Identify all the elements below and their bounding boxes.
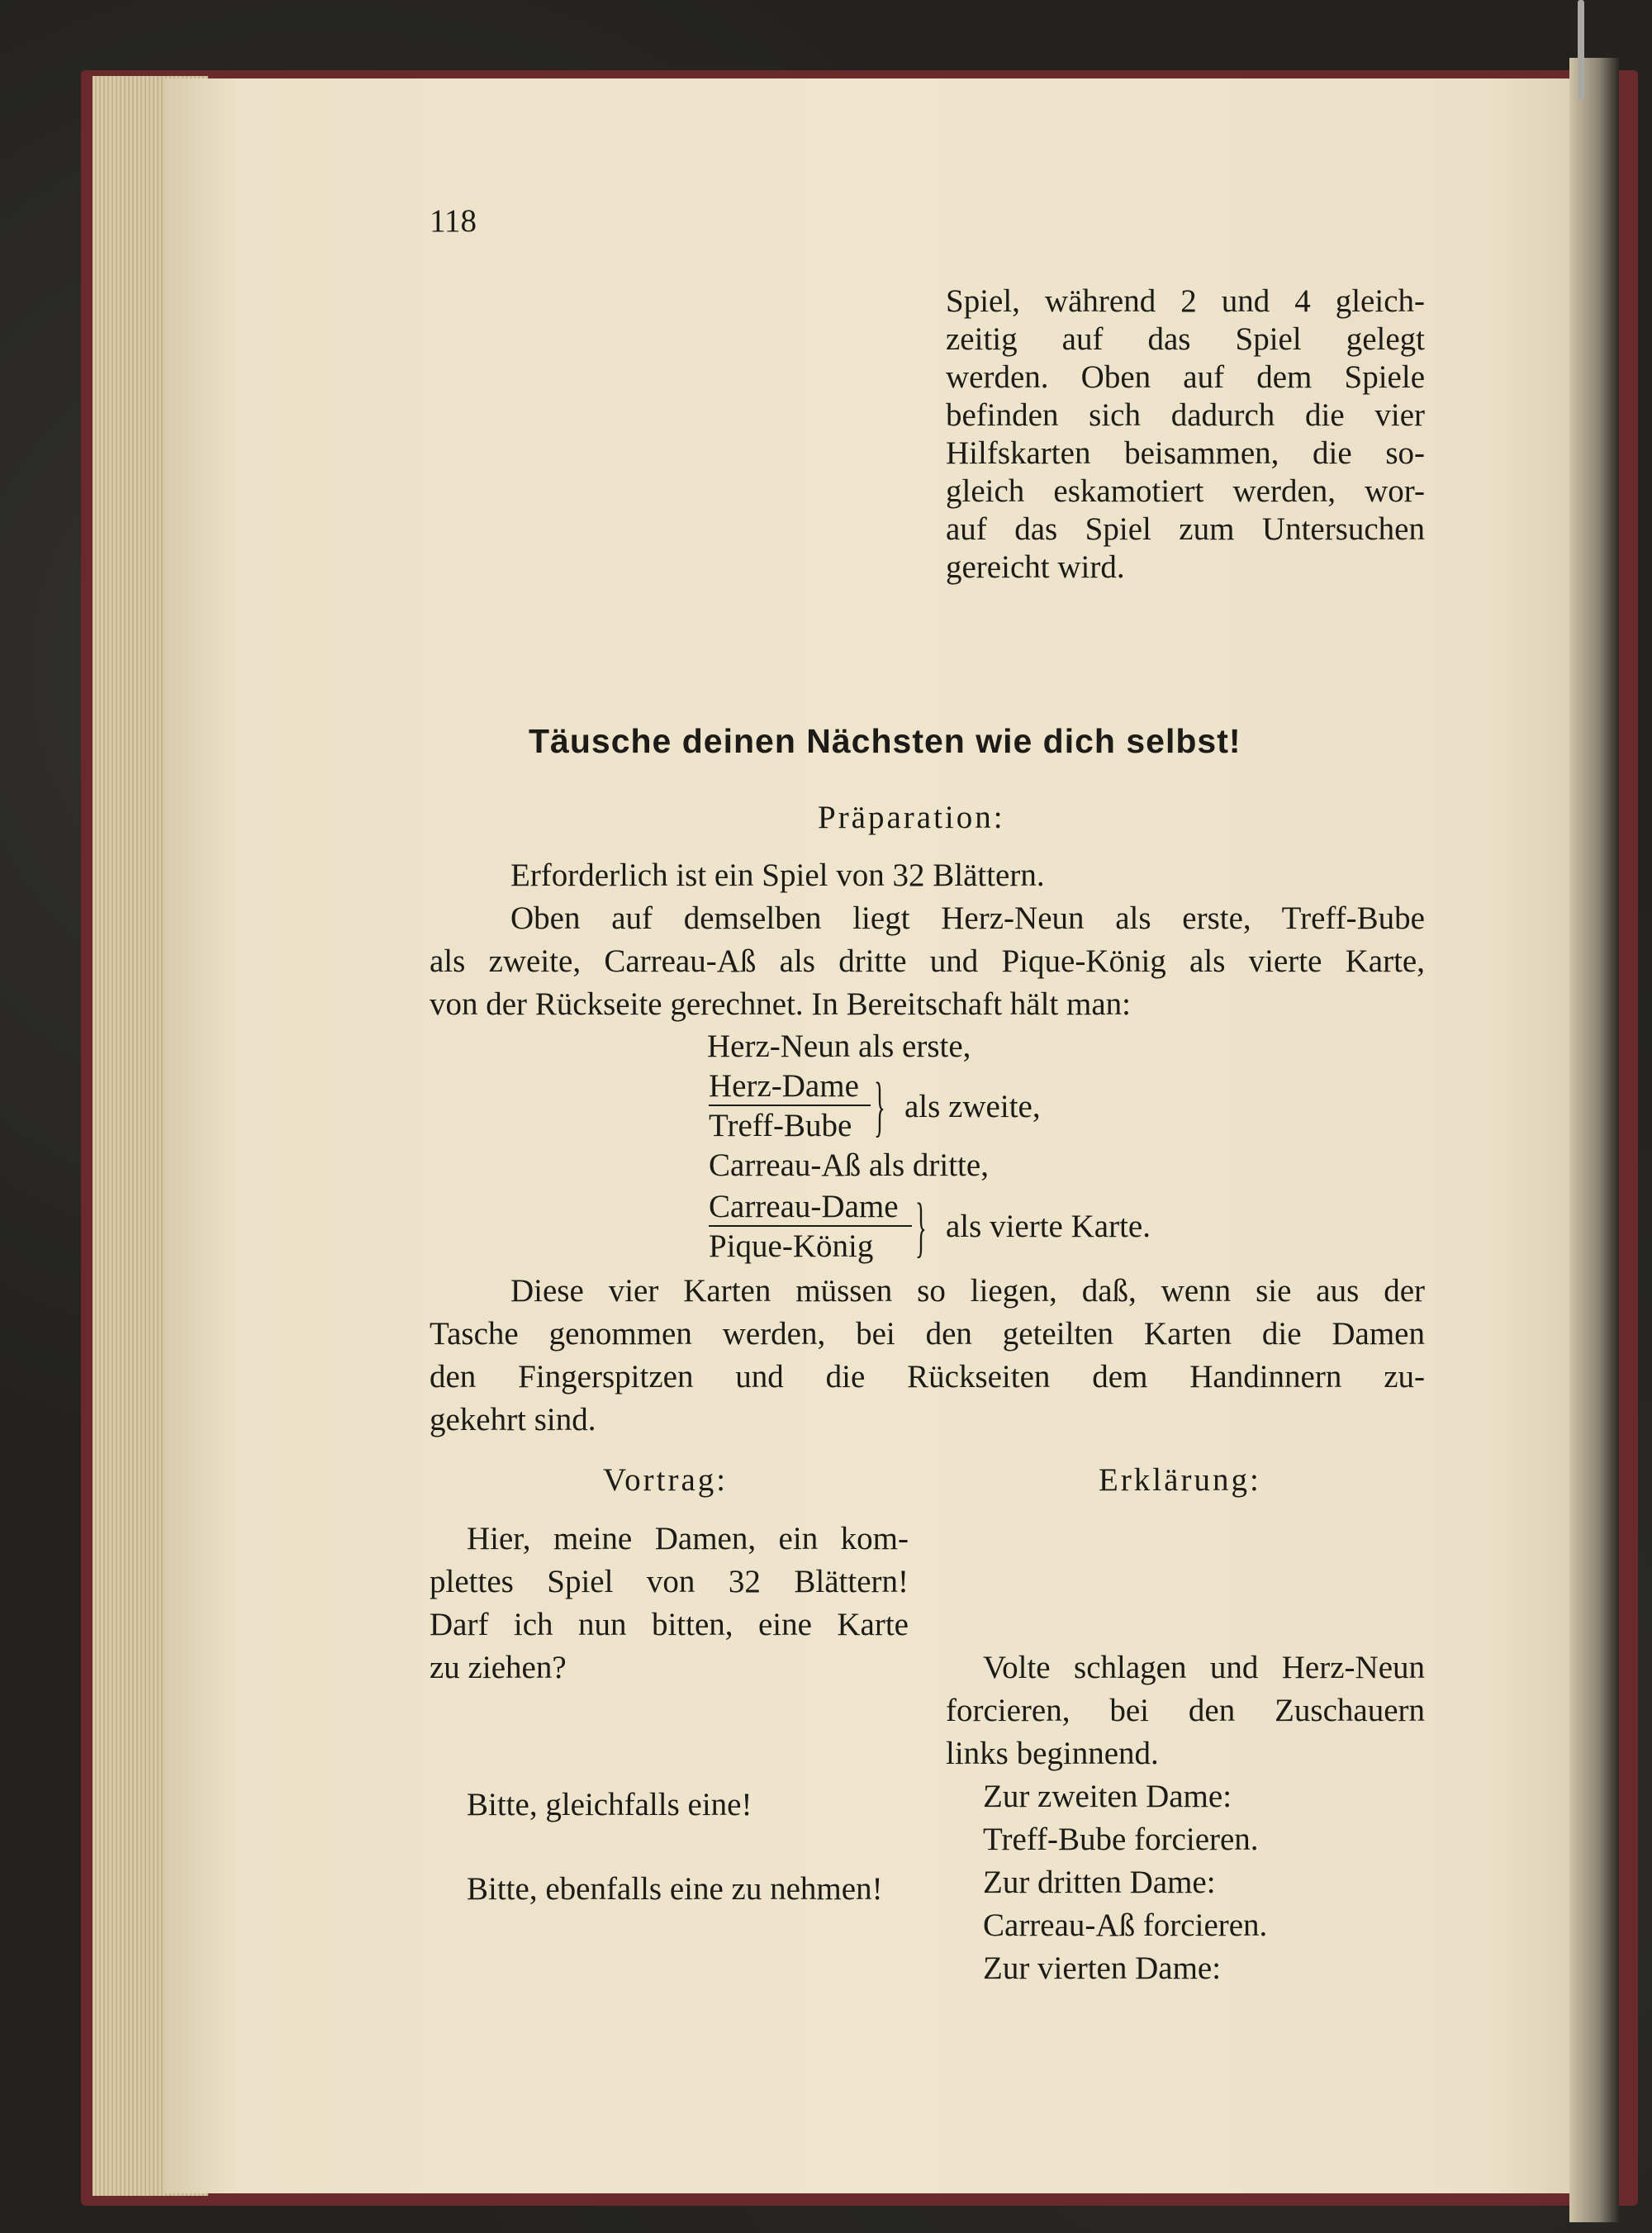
card-second-top: Herz-Dame [709,1068,859,1104]
erklaerung-line: Carreau-Aß forcieren. [983,1908,1268,1943]
card-second-bottom: Treff-Bube [709,1108,852,1143]
vortrag-line: Bitte, gleichfalls eine! [467,1787,752,1822]
section-title: Täusche deinen Nächsten wie dich selbst! [529,722,1241,760]
top-paragraph-line: werden. Oben auf dem Spiele [946,359,1425,395]
card-second-label: als zweite, [904,1089,1041,1124]
erklaerung-line: Zur dritten Dame: [983,1865,1216,1900]
top-paragraph-line: befinden sich dadurch die vier [946,397,1425,433]
erklaerung-line: Treff-Bube forcieren. [983,1822,1259,1857]
top-paragraph-line: gereicht wird. [946,549,1125,585]
card-fourth-label: als vierte Karte. [946,1209,1151,1244]
vortrag-line: Bitte, ebenfalls eine zu nehmen! [467,1871,883,1907]
position-line: Diese vier Karten müssen so liegen, daß, wenn sie aus der [510,1273,1425,1309]
top-paragraph-line: gleich eskamotiert werden, wor- [946,473,1425,509]
preparation-line: Oben auf demselben liegt Herz-Neun als erste, Treff-Bube [510,900,1425,936]
erklaerung-heading: Erklärung: [1099,1462,1261,1498]
card-first: Herz-Neun als erste, [707,1029,971,1064]
top-paragraph-line: Hilfskarten beisammen, die so- [946,435,1425,471]
page-gutter [1569,58,1619,2222]
card-fourth-top: Carreau-Dame [709,1189,899,1224]
top-paragraph-line: zeitig auf das Spiel gelegt [946,321,1425,357]
vortrag-line: Darf ich nun bitten, eine Karte [430,1607,909,1642]
erklaerung-line: forcieren, bei den Zuschauern [946,1693,1425,1728]
vortrag-line: Hier, meine Damen, ein kom- [467,1521,909,1556]
erklaerung-line: links beginnend. [946,1736,1159,1771]
preparation-line: von der Rückseite gerechnet. In Bereitschaft hält man: [430,986,1132,1022]
position-line: gekehrt sind. [430,1402,596,1437]
erklaerung-line: Volte schlagen und Herz-Neun [983,1650,1425,1685]
erklaerung-line: Zur vierten Dame: [983,1950,1222,1986]
preparation-line: als zweite, Carreau-Aß als dritte und Pique-König als vierte Karte, [430,943,1425,979]
brace-icon: } [874,1068,885,1143]
page-clip [1578,0,1584,99]
top-paragraph-line: Spiel, während 2 und 4 gleich- [946,283,1425,319]
vortrag-line: zu ziehen? [430,1650,567,1685]
top-paragraph-line: auf das Spiel zum Untersuchen [946,511,1425,547]
erklaerung-line: Zur zweiten Dame: [983,1779,1232,1814]
page-number: 118 [430,203,477,239]
brace-icon: } [915,1189,927,1264]
preparation-line: Erforderlich ist ein Spiel von 32 Blättern. [510,858,1045,893]
vortrag-line: plettes Spiel von 32 Blättern! [430,1564,909,1599]
position-line: Tasche genommen werden, bei den geteilten Karten die Damen [430,1316,1425,1352]
position-line: den Fingerspitzen und die Rückseiten dem Handinnern zu- [430,1359,1425,1394]
card-third: Carreau-Aß als dritte, [709,1147,989,1183]
card-fourth-bottom: Pique-König [709,1228,874,1264]
vortrag-heading: Vortrag: [603,1462,729,1498]
preparation-heading: Präparation: [818,800,1005,835]
